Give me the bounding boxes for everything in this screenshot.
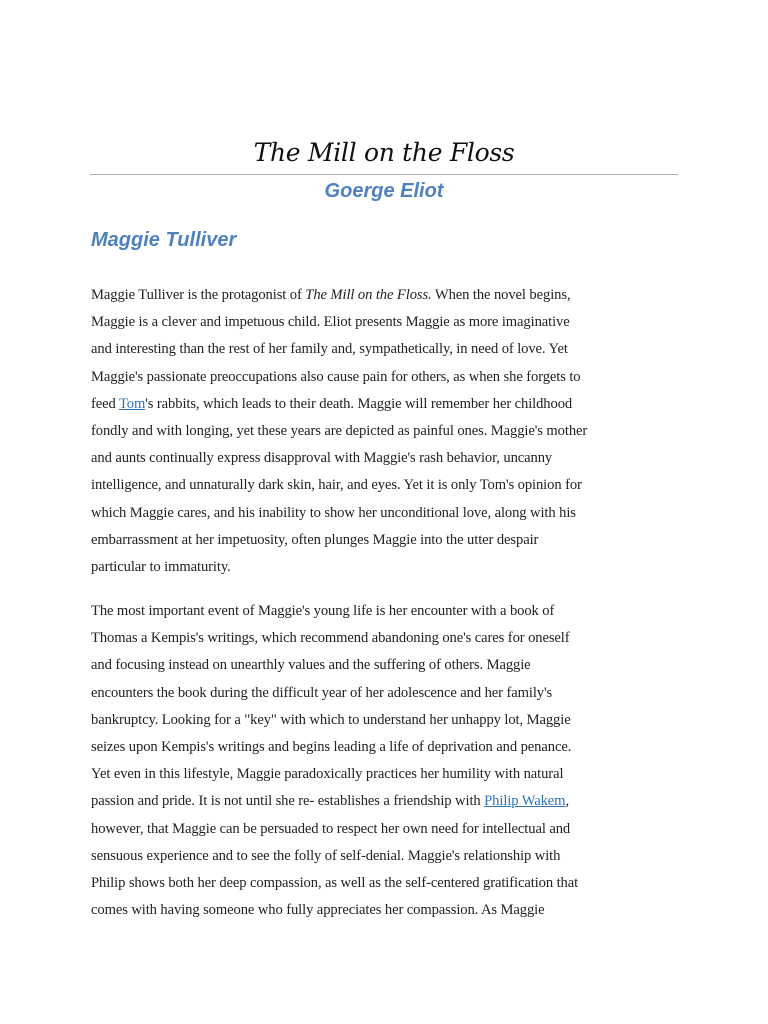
paragraph-line: and interesting than the rest of her family and, sympathetically, in need of love. Yet <box>91 341 568 358</box>
paragraph-line: bankruptcy. Looking for a "key" with which to understand her unhappy lot, Maggie <box>91 711 571 728</box>
title-divider <box>90 174 678 175</box>
paragraph-line: particular to immaturity. <box>91 559 231 576</box>
paragraph-line: however, that Maggie can be persuaded to respect her own need for intellectual and <box>91 820 571 837</box>
paragraph-line: Maggie is a clever and impetuous child. Eliot presents Maggie as more imaginative <box>91 314 570 331</box>
paragraph-line: fondly and with longing, yet these years are depicted as painful ones. Maggie's mother <box>91 423 588 440</box>
paragraph-1 <box>91 282 686 581</box>
paragraph-line: The most important event of Maggie's young life is her encounter with a book of <box>91 603 555 619</box>
paragraph-line: Maggie's passionate preoccupations also cause pain for others, as when she forgets to <box>91 368 581 385</box>
paragraph-line: encounters the book during the difficult year of her adolescence and her family's <box>91 684 553 701</box>
paragraph-line: embarrassment at her impetuosity, often plunges Maggie into the utter despair <box>91 531 539 548</box>
paragraph-line: Philip shows both her deep compassion, as well as the self-centered gratification that <box>91 875 579 892</box>
section-heading: Maggie Tulliver <box>91 229 237 251</box>
paragraph-line: which Maggie cares, and his inability to show her unconditional love, along with his <box>91 504 576 521</box>
tom-link[interactable]: Tom <box>119 395 146 412</box>
paragraph-line: Yet even in this lifestyle, Maggie paradoxically practices her humility with natural <box>91 766 564 783</box>
book-title-italic: The Mill on the Floss. <box>305 287 432 303</box>
document-title: The Mill on the Floss <box>253 138 515 167</box>
paragraph-line: Thomas a Kempis's writings, which recommend abandoning one's cares for oneself <box>91 630 570 647</box>
paragraph-line: and aunts continually express disapproval with Maggie's rash behavior, uncanny <box>91 450 553 467</box>
paragraph-line: Maggie Tulliver is the protagonist of The Mill on the Floss. When the novel begins, <box>91 287 571 303</box>
philip-wakem-link[interactable]: Philip Wakem <box>484 793 566 810</box>
paragraph-line: and focusing instead on unearthly values and the suffering of others. Maggie <box>91 657 531 674</box>
paragraph-line: seizes upon Kempis's writings and begins leading a life of deprivation and penance. <box>91 739 572 756</box>
paragraph-line: sensuous experience and to see the folly of self-denial. Maggie's relationship with <box>91 847 561 864</box>
paragraph-line: feed Tom's rabbits, which leads to their death. Maggie will remember her childhood <box>91 395 573 412</box>
paragraph-line: passion and pride. It is not until she re- establishes a friendship with Philip Wakem, <box>91 793 569 810</box>
paragraph-line: comes with having someone who fully appreciates her compassion. As Maggie <box>91 902 545 919</box>
document-author: Goerge Eliot <box>324 180 444 202</box>
paragraph-2 <box>91 598 686 924</box>
paragraph-line: intelligence, and unnaturally dark skin, hair, and eyes. Yet it is only Tom's opinion for <box>91 477 582 494</box>
